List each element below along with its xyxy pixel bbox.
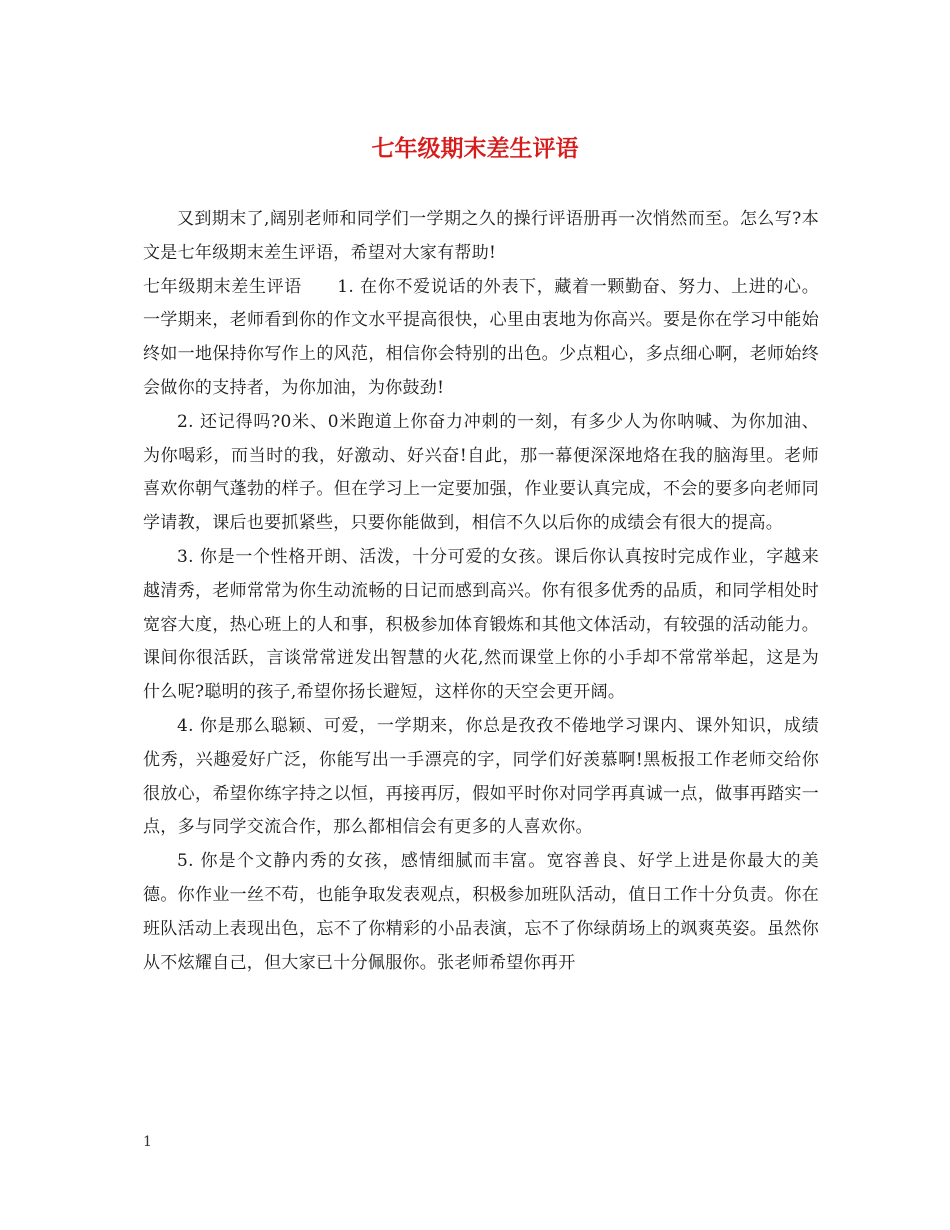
comment-paragraph-2: 2. 还记得吗?0米、0米跑道上你奋力冲刺的一刻，有多少人为你呐喊、为你加油、为你喝彩，而当时的我，好激动、好兴奋!自此，那一幕便深深地烙在我的脑海里。老师喜欢你朝气蓬勃的样子。但在学习上一定要加强，作业要认真完成，不会的要多向老师同学请教，课后也要抓紧些，只要你能做到，相信不久以后你的成绩会有很大的提高。	[143, 411, 819, 534]
comment-paragraph-3: 3. 你是一个性格开朗、活泼，十分可爱的女孩。课后你认真按时完成作业，字越来越清秀，老师常常为你生动流畅的日记而感到高兴。你有很多优秀的品质，和同学相处时宽容大度，热心班上的人和事，积极参加体育锻炼和其他文体活动，有较强的活动能力。课间你很活跃，言谈常常迸发出智慧的火花,然而课堂上你的小手却不常常举起，这是为什么呢?聪明的孩子,希望你扬长避短，这样你的天空会更开阔。	[143, 546, 819, 703]
comment-paragraph-5: 5. 你是个文静内秀的女孩，感情细腻而丰富。宽容善良、好学上进是你最大的美德。你作业一丝不苟，也能争取发表观点，积极参加班队活动，值日工作十分负责。你在班队活动上表现出色，忘不了你精彩的小品表演，忘不了你绿荫场上的飒爽英姿。虽然你从不炫耀自己，但大家已十分佩服你。张老师希望你再开	[143, 851, 819, 973]
intro-paragraph: 又到期末了,阔别老师和同学们一学期之久的操行评语册再一次悄然而至。怎么写?本文是七年级期末差生评语，希望对大家有帮助!	[143, 209, 819, 263]
document-body	[143, 203, 819, 980]
page-number: 1	[143, 1134, 152, 1150]
document-title: 七年级期末差生评语	[371, 135, 579, 162]
comment-paragraph-4: 4. 你是那么聪颖、可爱，一学期来，你总是孜孜不倦地学习课内、课外知识，成绩优秀，兴趣爱好广泛，你能写出一手漂亮的字，同学们好羡慕啊!黑板报工作老师交给你很放心，希望你练字持之以恒，再接再厉，假如平时你对同学再真诚一点，做事再踏实一点，多与同学交流合作，那么都相信会有更多的人喜欢你。	[143, 715, 819, 838]
comment-paragraph-1: 七年级期末差生评语 1. 在你不爱说话的外表下，藏着一颗勤奋、努力、上进的心。 一学期来，老师看到你的作文水平提高很快，心里由衷地为你高兴。要是你在学习中能始终如一地保持你写作上的风范，相信你会特别的出色。少点粗心，多点细心啊，老师始终会做你的支持者，为你加油，为你鼓劲!	[143, 276, 819, 398]
